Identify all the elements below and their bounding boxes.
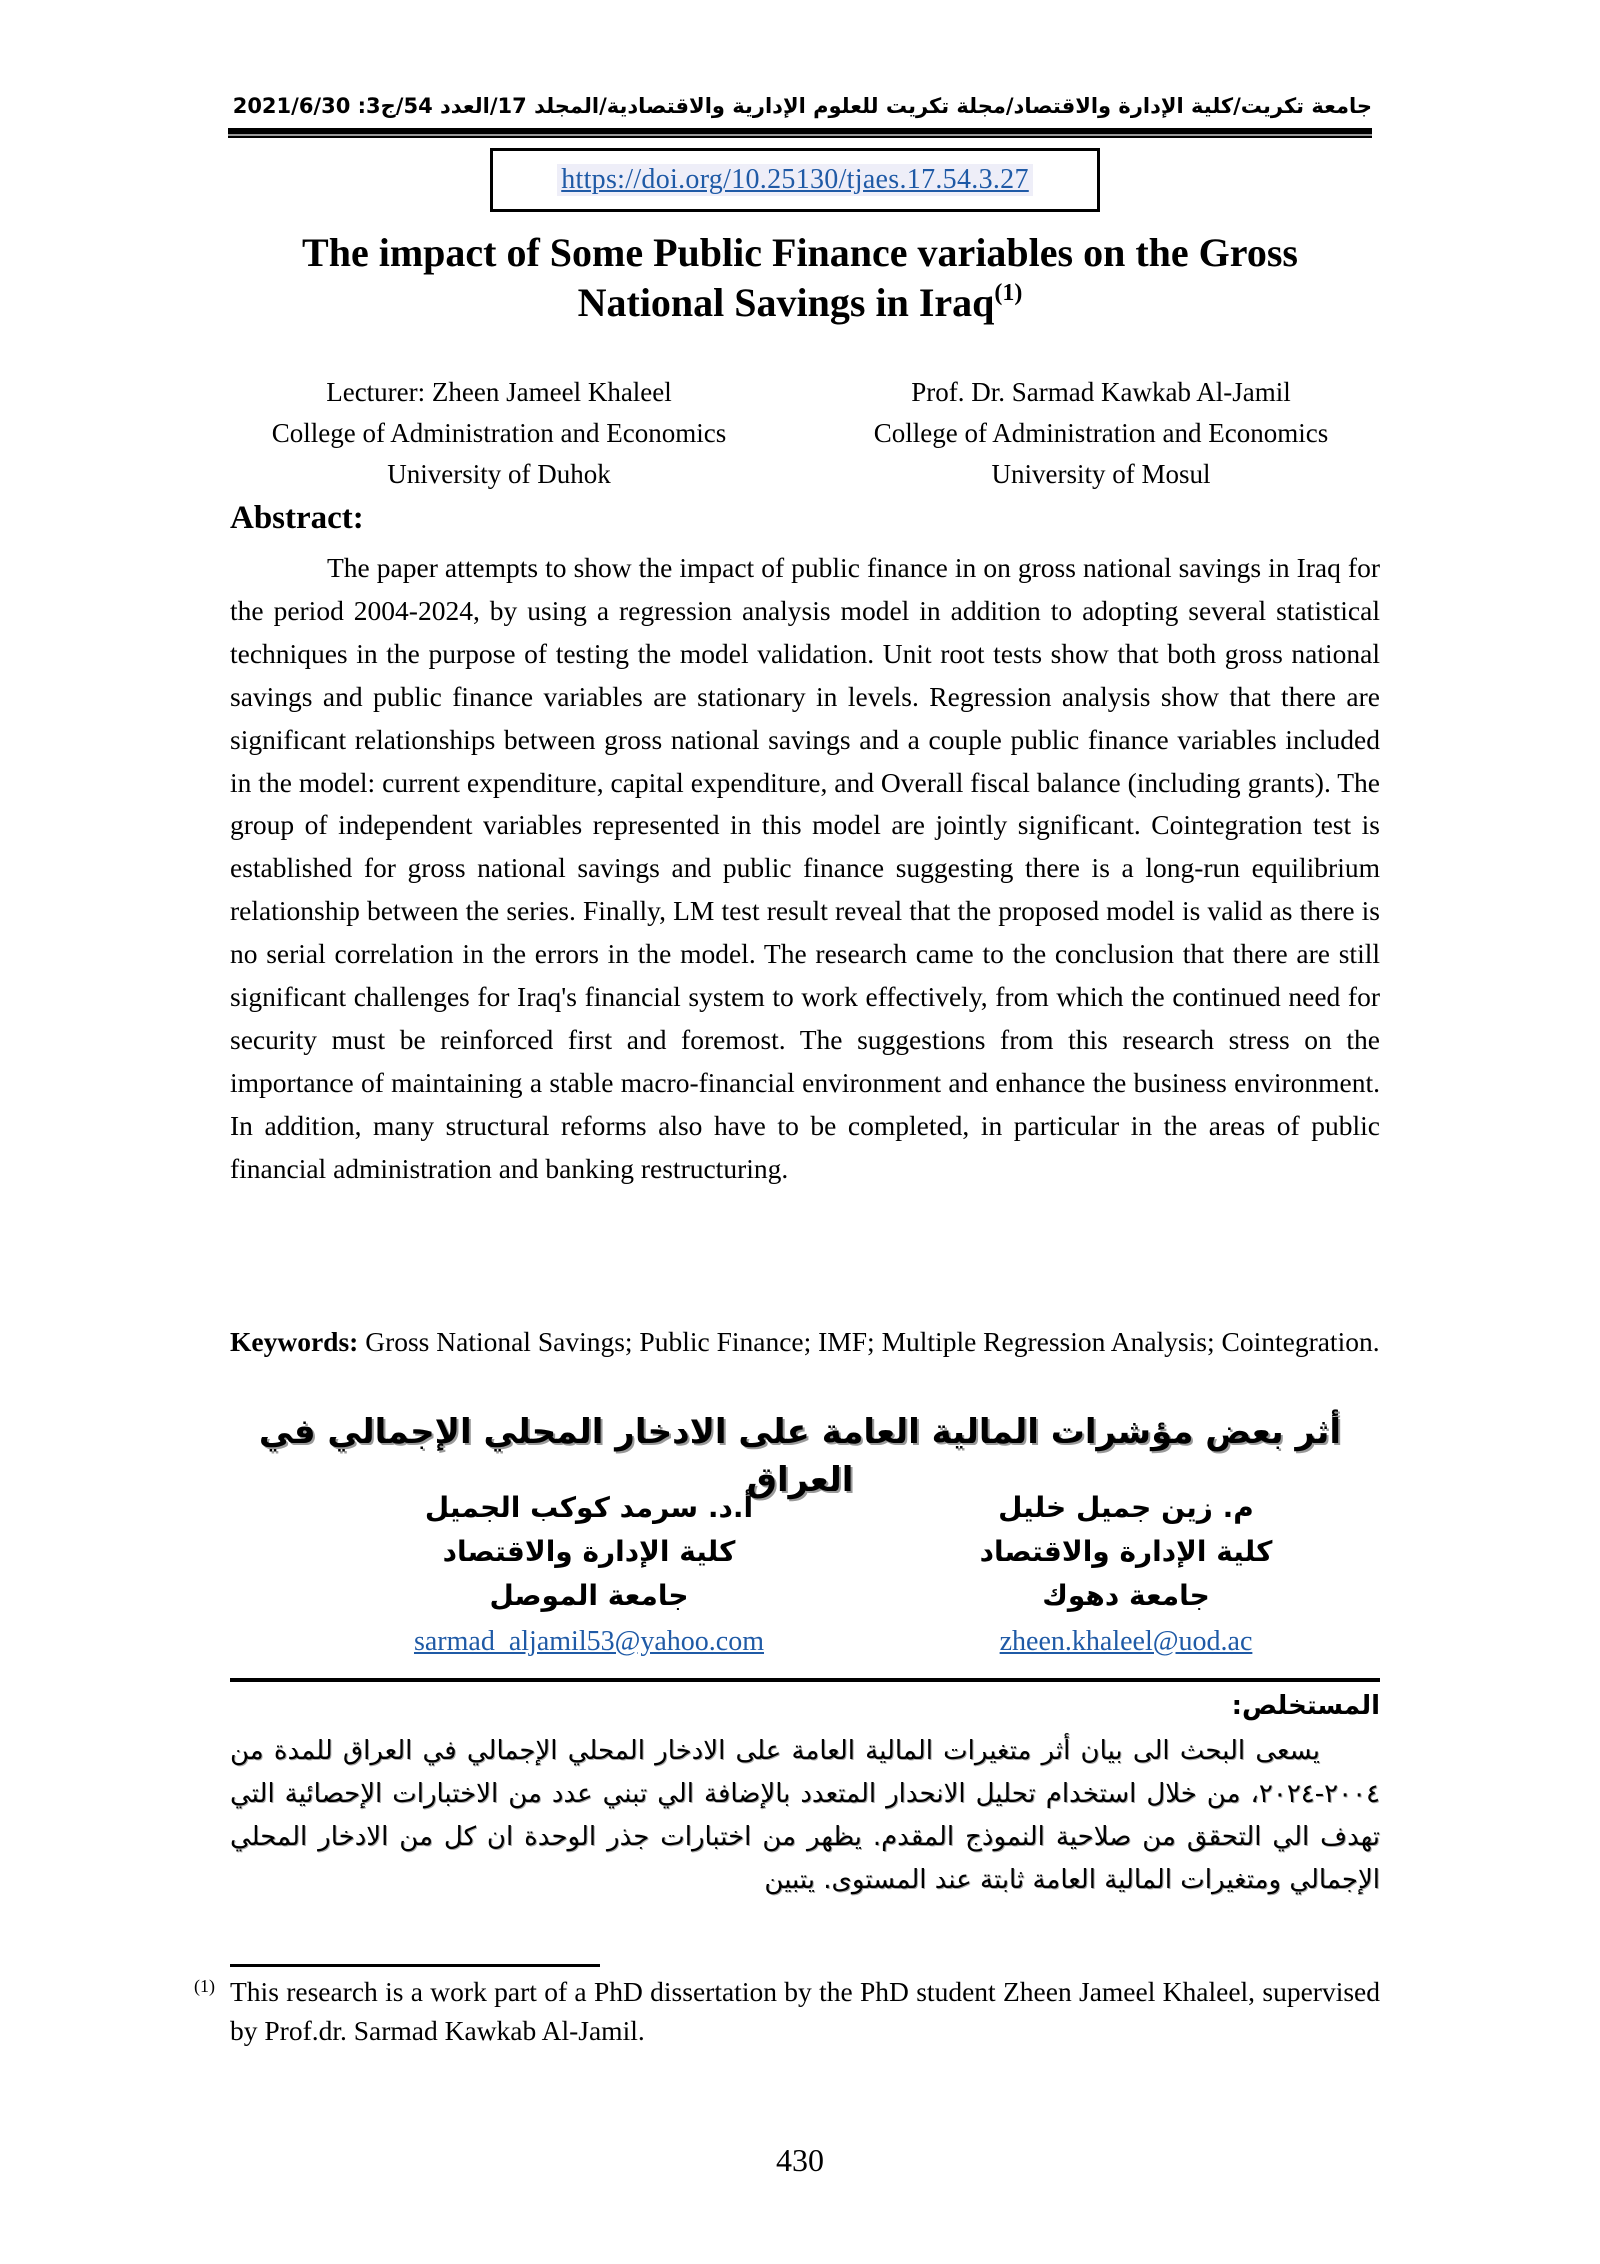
arabic-author-1	[800, 1486, 1372, 1664]
doi-link[interactable]: https://doi.org/10.25130/tjaes.17.54.3.27	[557, 164, 1033, 196]
author-2-university: University of Mosul	[991, 459, 1211, 489]
author-2-name: Prof. Dr. Sarmad Kawkab Al-Jamil	[911, 377, 1291, 407]
keywords-list: Gross National Savings; Public Finance; IMF; Multiple Regression Analysis; Cointegration.	[358, 1326, 1380, 1357]
author-2-college: College of Administration and Economics	[873, 418, 1329, 448]
header-rule	[228, 128, 1372, 138]
abstract-heading: Abstract:	[230, 500, 364, 536]
author-1-college: College of Administration and Economics	[271, 418, 727, 448]
arabic-author-1-college: كلية الإدارة والاقتصاد	[979, 1535, 1273, 1568]
author-2	[800, 372, 1372, 495]
footnote-divider	[230, 1964, 600, 1967]
keywords-label: Keywords:	[230, 1326, 359, 1357]
arabic-author-block	[228, 1486, 1372, 1664]
arabic-title: أثر بعض مؤشرات المالية العامة على الادخار المحلي الإجمالي في العراق	[258, 1412, 1342, 1500]
arabic-abstract-body: يسعى البحث الى بيان أثر متغيرات المالية العامة على الادخار المحلي الإجمالي في العراق للمدة من ٢٠٠٤-٢٠٢٤، من خلال استخدام تحليل الانحدار المتعدد بالإضافة الي تبني عدد من الاختبارات الإحصائية التي تهدف الي التحقق من صلاحية النموذج المقدم. يظهر من اختبارات جذر الوحدة ان كل من الادخار المحلي الإجمالي ومتغيرات المالية العامة ثابتة عند المستوى. يتبين	[230, 1736, 1380, 1895]
header-rule-thin	[228, 136, 1372, 138]
arabic-author-1-email[interactable]: zheen.khaleel@uod.ac	[999, 1626, 1253, 1657]
arabic-author-2-university: جامعة الموصل	[489, 1579, 689, 1612]
footnote	[194, 1972, 1380, 2050]
arabic-author-1-name: م. زين جميل خليل	[998, 1491, 1254, 1524]
running-head: جامعة تكريت/كلية الإدارة والاقتصاد/مجلة تكريت للعلوم الإدارية والاقتصادية/المجلد 17/العدد 54/ج3: 2021/6/30	[232, 94, 1372, 118]
keywords	[230, 1320, 1380, 1363]
paper-title-text: The impact of Some Public Finance variables on the Gross National Savings in Iraq	[302, 230, 1298, 325]
author-1	[228, 372, 800, 495]
doi-box	[490, 148, 1100, 212]
author-1-university: University of Duhok	[387, 459, 611, 489]
arabic-author-2	[228, 1486, 800, 1664]
arabic-author-1-university: جامعة دهوك	[1042, 1579, 1210, 1612]
paper-title	[228, 228, 1372, 328]
arabic-author-2-email[interactable]: sarmad_aljamil53@yahoo.com	[413, 1626, 765, 1657]
arabic-author-2-name: أ.د. سرمد كوكب الجميل	[424, 1491, 754, 1524]
footnote-marker: (1)	[194, 1976, 215, 1996]
abstract-body: The paper attempts to show the impact of public finance in on gross national savings in Iraq for the period 2004-2024, by using a regression analysis model in addition to adopting several statistical techniques in the purpose of testing the model validation. Unit root tests show that both gross national savings and public finance variables are stationary in levels. Regression analysis show that there are significant relationships between gross national savings and a couple public finance variables included in the model: current expenditure, capital expenditure, and Overall fiscal balance (including grants). The group of independent variables represented in this model are jointly significant. Cointegration test is established for gross national savings and public finance suggesting there is a long-run equilibrium relationship between the series. Finally, LM test result reveal that the proposed model is valid as there is no serial correlation in the errors in the model. The research came to the conclusion that there are still significant challenges for Iraq's financial system to work effectively, from which the continued need for security must be reinforced first and foremost. The suggestions from this research stress on the importance of maintaining a stable macro-financial environment and enhance the business environment. In addition, many structural reforms also have to be completed, in particular in the areas of public financial administration and banking restructuring.	[230, 552, 1380, 1184]
author-1-name: Lecturer: Zheen Jameel Khaleel	[326, 377, 672, 407]
arabic-abstract-heading: المستخلص:	[1231, 1691, 1380, 1721]
contact-divider	[230, 1678, 1380, 1682]
author-block	[228, 372, 1372, 495]
arabic-author-2-college: كلية الإدارة والاقتصاد	[442, 1535, 736, 1568]
page-number: 430	[776, 2142, 824, 2178]
title-footnote-marker[interactable]: (1)	[994, 280, 1023, 306]
footnote-text: This research is a work part of a PhD dissertation by the PhD student Zheen Jameel Khaleel, supervised by Prof.dr. Sarmad Kawkab Al-Jamil.	[230, 1976, 1380, 2046]
